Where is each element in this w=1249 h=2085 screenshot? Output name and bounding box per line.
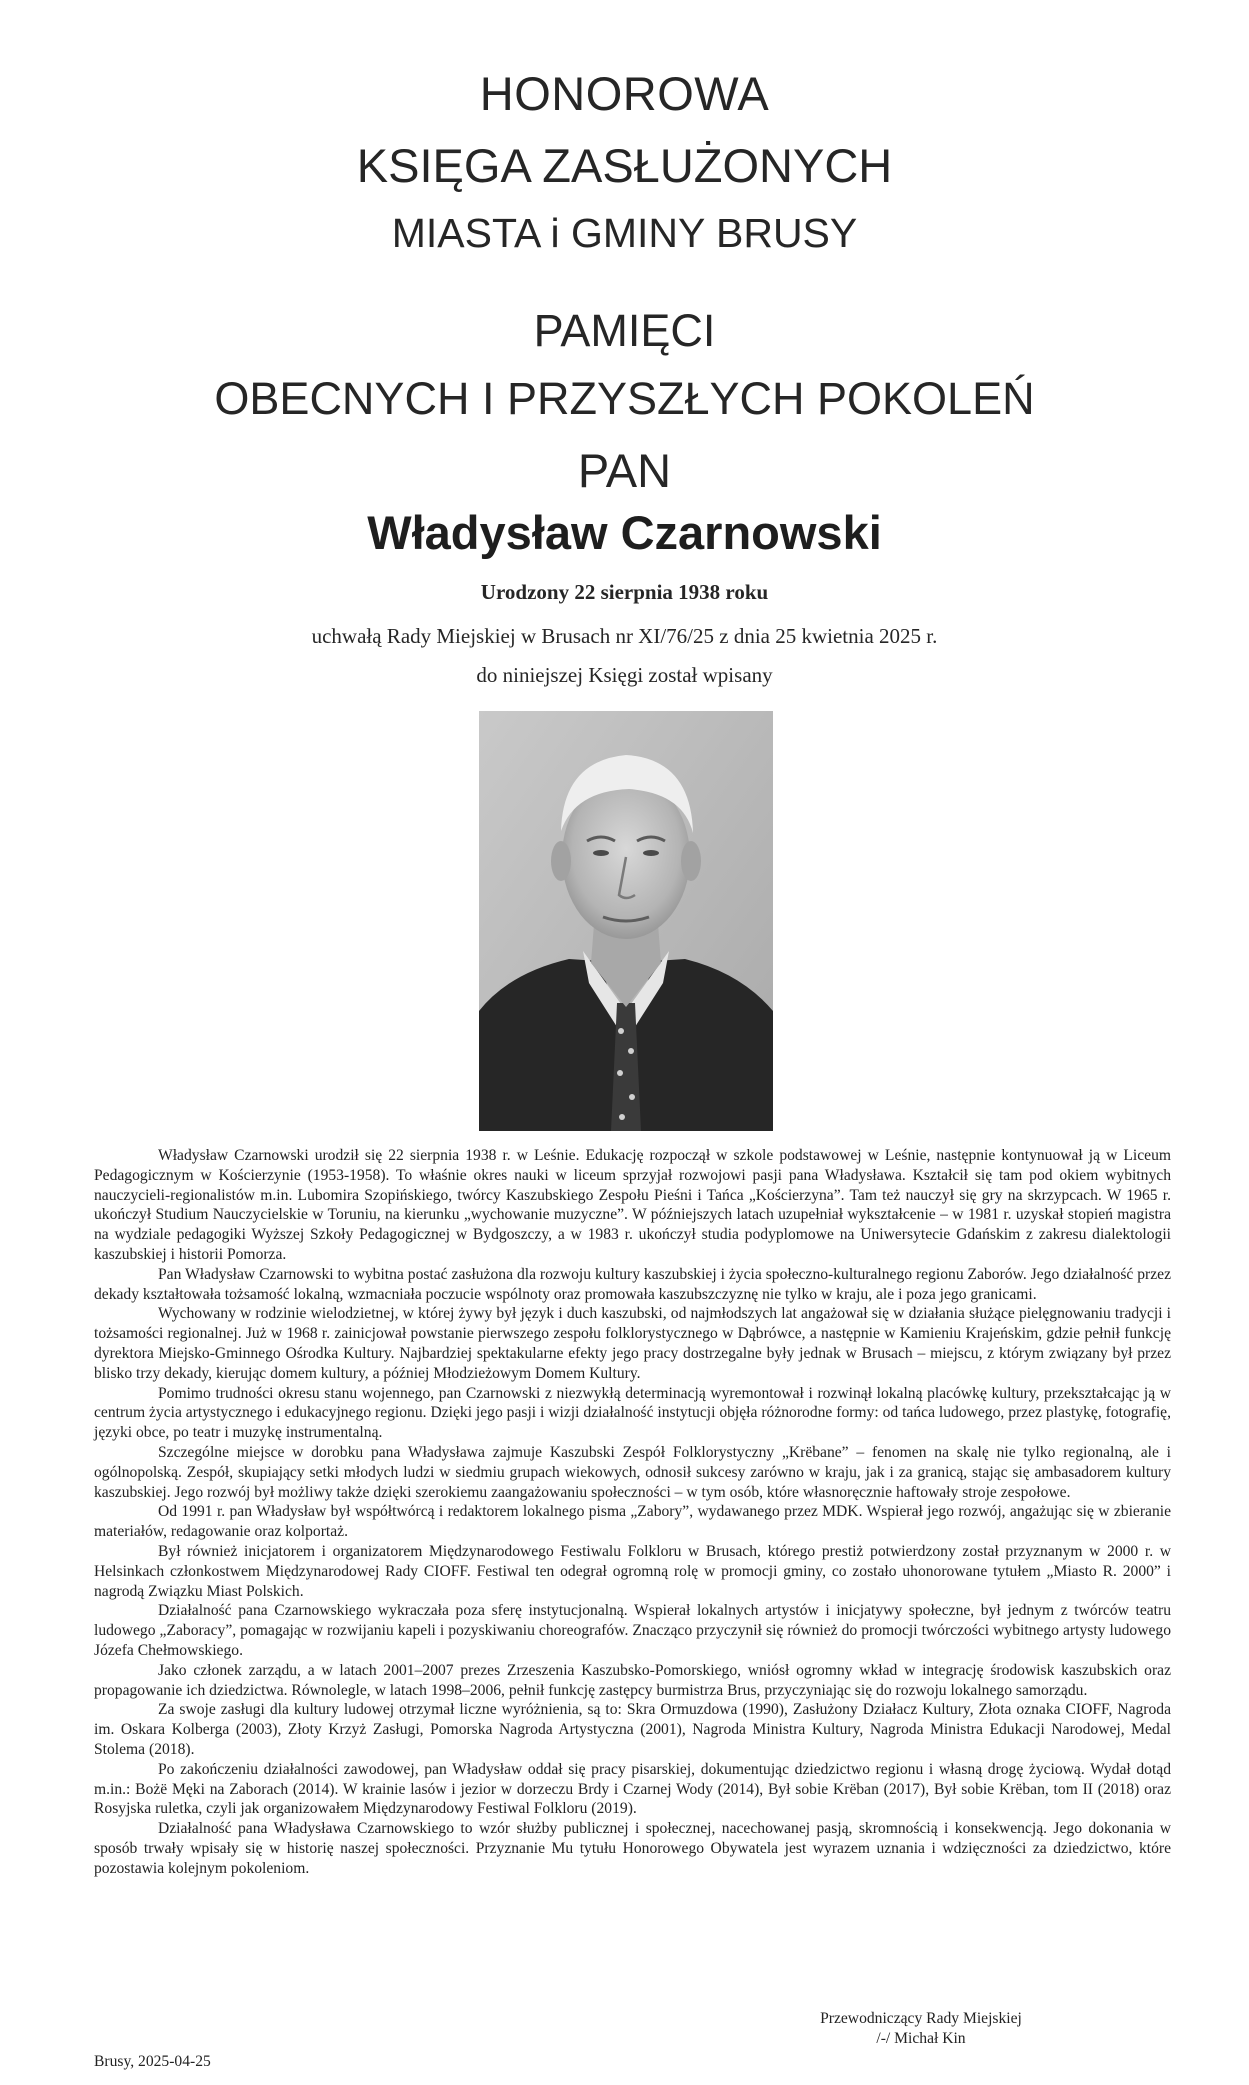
- bio-paragraph: Jako członek zarządu, a w latach 2001–2007 prezes Zrzeszenia Kaszubsko-Pomorskiego, wniósł ogromny wkład w integrację środowisk kaszubskich oraz propagowanie ich dziedzictwa. Równolegle, w latach 1998–2006, pełnił funkcję zastępcy burmistrza Brus, przyczyniając się do rozwoju lokalnego samorządu.: [94, 1661, 1171, 1699]
- bio-paragraph: Działalność pana Władysława Czarnowskiego to wzór służby publicznej i społecznej, nacechowanej pasją, skromnością i konsekwencją. Jego dokonania w sposób trwały wpisały się w historię naszej społeczności. Przyznanie Mu tytułu Honorowego Obywatela jest wyrazem uznania i wdzięczności za dziedzictwo, które pozostawia kolejnym pokoleniom.: [94, 1820, 1171, 1877]
- title-ksiega: KSIĘGA ZASŁUŻONYCH: [356, 139, 893, 192]
- bio-paragraph: Szczególne miejsce w dorobku pana Władysława zajmuje Kaszubski Zespół Folklorystyczny „Krëbane” – fenomen na skalę nie tylko regionalną, ale i ogólnopolską. Zespół, skupiający setki młodych ludzi w siedmiu grupach wiekowych, odnosił sukcesy zarówno w kraju, jak i za granicą, stając się ambasadorem kultury kaszubskiej. Jego rozwój był możliwy także dzięki szerokiemu zaangażowaniu społeczności – w tym osób, które własnoręcznie haftowały stroje zespołowe.: [94, 1443, 1171, 1501]
- title-honorowa: HONOROWA: [479, 67, 770, 120]
- bio-paragraph: Władysław Czarnowski urodził się 22 sierpnia 1938 r. w Leśnie. Edukację rozpoczął w szkole podstawowej w Leśnie, następnie kontynuował ją w Liceum Pedagogicznym w Kościerzynie (1953-1958). To właśnie okres nauki w liceum sprzyjał rozwojowi pasji pana Władysława. Kształcił się tam pod okiem wybitnych nauczycieli-regionalistów m.in. Lubomira Szopińskiego, twórcy Kaszubskiego Zespołu Pieśni i Tańca „Kościerzyna”. Tam też nauczył się gry na skrzypcach. W 1965 r. ukończył Studium Nauczycielskie w Toruniu, na kierunku „wychowanie muzyczne”. W późniejszych latach uzupełniał wykształcenie – w 1981 r. uzyskał stopień magistra na wydziale pedagogiki Wyższej Szkoły Pedagogicznej w Bydgoszczy, a w 1983 r. ukończył studia podyplomowe na Uniwersytecie Gdańskim z zakresu dialektologii kaszubskiej i historii Pomorza.: [94, 1147, 1171, 1263]
- title-miasta-gminy: MIASTA i GMINY BRUSY: [391, 210, 858, 256]
- signatory-title: Przewodniczący Rady Miejskiej: [820, 2010, 1022, 2027]
- biography: [94, 1146, 1171, 1878]
- portrait-photo: [479, 711, 773, 1131]
- signatory-name: /-/ Michał Kin: [876, 2030, 966, 2047]
- bio-paragraph: Był również inicjatorem i organizatorem Międzynarodowego Festiwalu Folkloru w Brusach, którego prestiż potwierdzony został przyznanym w 2000 r. w Helsinkach członkostwem Międzynarodowej Rady CIOFF. Festiwal ten odegrał ogromną rolę w promocji gminy, co zostało uhonorowane tytułem „Miasto R. 2000” i nagrodą Związku Miast Polskich.: [94, 1542, 1171, 1600]
- honoree-name: Władysław Czarnowski: [367, 506, 882, 559]
- entry-text: do niniejszej Księgi został wpisany: [476, 663, 773, 687]
- bio-paragraph: Działalność pana Czarnowskiego wykraczała poza sferę instytucjonalną. Wspierał lokalnych artystów i inicjatywy społeczne, był jednym z twórców teatru ludowego „Zaboracy”, pomagając w rozwijaniu kapeli i pozyskiwaniu choreografów. Znacząco przyczynił się również do promocji twórczości wybitnego artysty ludowego Józefa Chełmowskiego.: [94, 1602, 1171, 1659]
- bio-paragraph: Po zakończeniu działalności zawodowej, pan Władysław oddał się pracy pisarskiej, dokumentując dziedzictwo regionu i własną drogę życiową. Wydał dotąd m.in.: Bożë Męki na Zaborach (2014). W krainie lasów i jezior w dorzeczu Brdy i Czarnej Wody (2014), Był sobie Krëban (2017), Był sobie Krëban, tom II (2018) oraz Rosyjska ruletka, czyli jak organizowałem Międzynarodowy Festiwal Folkloru (2019).: [94, 1760, 1171, 1818]
- title-pamieci: PAMIĘCI: [533, 305, 716, 356]
- bio-paragraph: Pan Władysław Czarnowski to wybitna postać zasłużona dla rozwoju kultury kaszubskiej i życia społeczno-kulturalnego regionu Zaborów. Jego działalność przez dekady kształtowała tożsamość lokalną, wzmacniała poczucie wspólnoty oraz promowała kaszubszczyznę nie tylko w kraju, ale i poza jego granicami.: [94, 1265, 1171, 1303]
- bio-paragraph: Od 1991 r. pan Władysław był współtwórcą i redaktorem lokalnego pisma „Zabory”, wydawanego przez MDK. Wspierał jego rozwój, angażując się w zbieranie materiałów, redagowanie oraz kolportaż.: [94, 1503, 1171, 1541]
- bio-paragraph: Wychowany w rodzinie wielodzietnej, w której żywy był język i duch kaszubski, od najmłodszych lat angażował się w działania służące pielęgnowaniu tradycji i tożsamości regionalnej. Już w 1968 r. zainicjował powstanie pierwszego zespołu folklorystycznego w Dąbrówce, a następnie w Kamieniu Krajeńskim, gdzie pełnił funkcję dyrektora Miejsko-Gminnego Ośrodka Kultury. Najbardziej spektakularne efekty jego pracy dostrzegalne były jednak w Brusach – miejscu, z którym związany był przez blisko trzy dekady, kierując domem kultury, a później Młodzieżowym Domem Kultury.: [94, 1305, 1171, 1382]
- place-date: Brusy, 2025-04-25: [94, 2053, 211, 2070]
- resolution-text: uchwałą Rady Miejskiej w Brusach nr XI/76/25 z dnia 25 kwietnia 2025 r.: [311, 624, 938, 648]
- bio-paragraph: Pomimo trudności okresu stanu wojennego, pan Czarnowski z niezwykłą determinacją wyremontował i rozwinął lokalną placówkę kultury, przekształcając ją w centrum życia artystycznego i edukacyjnego regionu. Dzięki jego pasji i wizji działalność instytucji objęła różnorodne formy: od tańca ludowego, przez plastykę, fotografię, języki obce, po teatr i muzykę instrumentalną.: [94, 1384, 1171, 1442]
- title-pokolen: OBECNYCH I PRZYSZŁYCH POKOLEŃ: [214, 373, 1035, 424]
- bio-paragraph: Za swoje zasługi dla kultury ludowej otrzymał liczne wyróżnienia, są to: Skra Ormuzdowa (1990), Zasłużony Działacz Kultury, Złota oznaka CIOFF, Nagroda im. Oskara Kolberga (2003), Złoty Krzyż Zasługi, Pomorska Nagroda Artystyczna (2001), Nagroda Ministra Kultury, Nagroda Ministra Edukacji Narodowej, Medal Stolema (2018).: [94, 1701, 1171, 1758]
- birth-date: Urodzony 22 sierpnia 1938 roku: [480, 580, 769, 604]
- title-pan: PAN: [577, 444, 672, 497]
